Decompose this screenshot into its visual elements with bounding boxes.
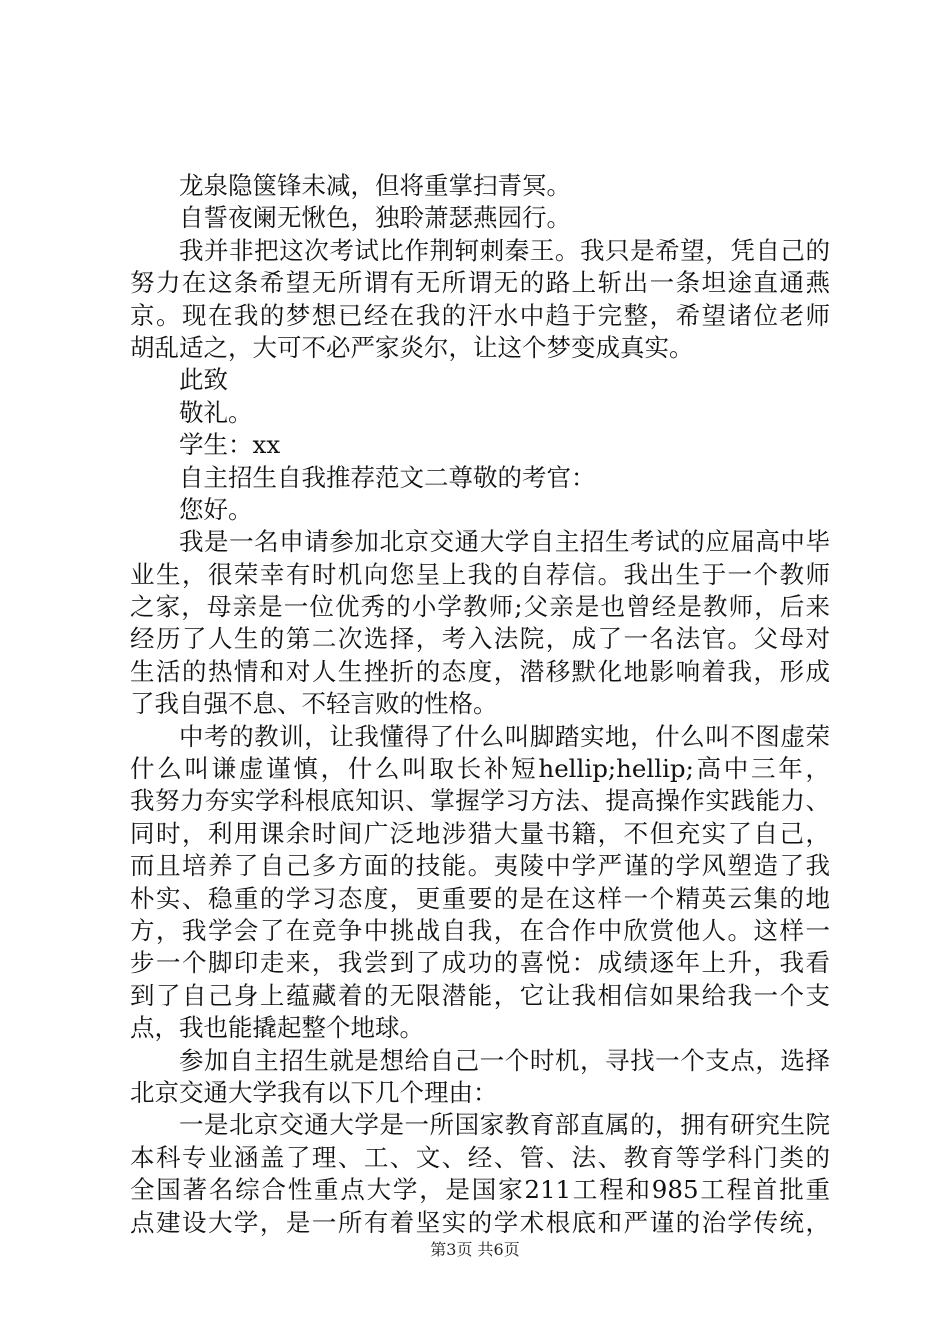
text-line: 自誓夜阑无愀色，独聆萧瑟燕园行。 — [179, 203, 571, 233]
body-text — [130, 170, 830, 1239]
text-line: 全国著名综合性重点大学，是国家211工程和985工程首批重 — [130, 1175, 830, 1205]
text-line: 一是北京交通大学是一所国家教育部直属的，拥有研究生院 — [179, 1110, 830, 1140]
text-line: 您好。 — [179, 494, 253, 524]
text-line: 步一个脚印走来，我尝到了成功的喜悦：成绩逐年上升，我看 — [130, 948, 830, 978]
text-line: 学生：xx — [179, 430, 281, 460]
text-line: 点建设大学，是一所有着坚实的学术根底和严谨的治学传统， — [130, 1207, 830, 1237]
text-line: 什么叫谦虚谨慎，什么叫取长补短hellip;hellip;高中三年， — [130, 754, 830, 784]
text-line: 此致 — [179, 365, 228, 395]
text-line: 朴实、稳重的学习态度，更重要的是在这样一个精英云集的地 — [130, 883, 830, 913]
text-line: 敬礼。 — [179, 397, 253, 427]
text-line: 而且培养了自己多方面的技能。夷陵中学严谨的学风塑造了我 — [130, 851, 830, 881]
text-line: 点，我也能撬起整个地球。 — [130, 1013, 424, 1043]
text-line: 京。现在我的梦想已经在我的汗水中趋于完整，希望诸位老师 — [130, 300, 830, 330]
text-line: 了我自强不息、不轻言败的性格。 — [130, 689, 498, 719]
text-line: 龙泉隐箧锋未减，但将重掌扫青冥。 — [179, 171, 571, 200]
text-line: 本科专业涵盖了理、工、文、经、管、法、教育等学科门类的 — [130, 1142, 830, 1172]
text-line: 北京交通大学我有以下几个理由： — [130, 1077, 498, 1107]
text-line: 方，我学会了在竞争中挑战自我，在合作中欣赏他人。这样一 — [130, 915, 830, 945]
text-line: 我努力夯实学科根底知识、掌握学习方法、提高操作实践能力、 — [130, 786, 830, 816]
text-line: 努力在这条希望无所谓有无所谓无的路上斩出一条坦途直通燕 — [130, 268, 830, 298]
text-line: 同时，利用课余时间广泛地涉猎大量书籍，不但充实了自己， — [130, 818, 830, 848]
text-line: 到了自己身上蕴藏着的无限潜能，它让我相信如果给我一个支 — [130, 980, 830, 1010]
text-line: 业生，很荣幸有时机向您呈上我的自荐信。我出生于一个教师 — [130, 559, 830, 589]
text-line: 经历了人生的第二次选择，考入法院，成了一名法官。父母对 — [130, 624, 830, 654]
page-number: 第3页 共6页 — [430, 1240, 520, 1259]
text-line: 我并非把这次考试比作荆轲刺秦王。我只是希望，凭自己的 — [179, 235, 830, 265]
text-line: 生活的热情和对人生挫折的态度，潜移默化地影响着我，形成 — [130, 656, 830, 686]
text-line: 胡乱适之，大可不必严家炎尔，让这个梦变成真实。 — [130, 332, 694, 362]
text-line: 我是一名申请参加北京交通大学自主招生考试的应届高中毕 — [179, 527, 830, 557]
text-line: 自主招生自我推荐范文二尊敬的考官： — [179, 462, 596, 492]
text-line: 中考的教训，让我懂得了什么叫脚踏实地，什么叫不图虚荣 — [179, 721, 830, 751]
text-line: 之家，母亲是一位优秀的小学教师;父亲是也曾经是教师，后来 — [130, 592, 830, 622]
text-line: 参加自主招生就是想给自己一个时机，寻找一个支点，选择 — [179, 1045, 830, 1075]
